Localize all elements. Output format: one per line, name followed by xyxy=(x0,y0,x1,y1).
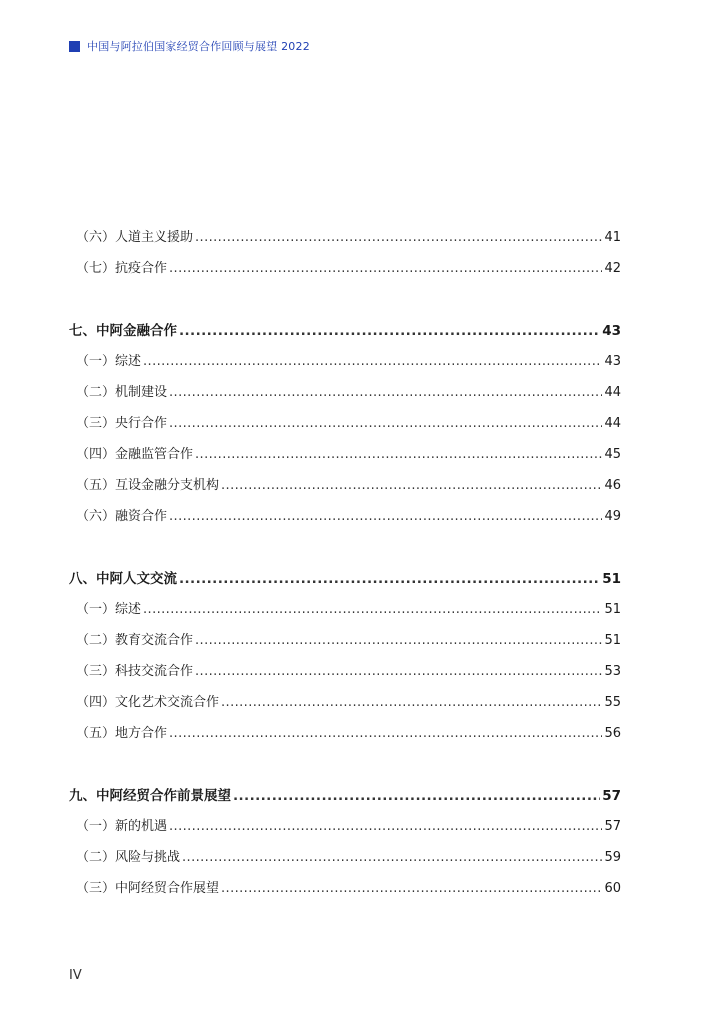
toc-entry-page: 42 xyxy=(604,261,621,276)
toc-entry-page: 53 xyxy=(604,664,621,679)
toc-entry[interactable] xyxy=(69,474,621,505)
toc-chapter-label: 八、中阿人文交流 xyxy=(69,571,177,587)
toc-leader-dots xyxy=(233,784,600,808)
toc-spacer xyxy=(69,753,621,784)
toc-entry[interactable] xyxy=(69,443,621,474)
toc-entry[interactable] xyxy=(69,691,621,722)
toc-leader-dots xyxy=(143,598,602,622)
toc-leader-dots xyxy=(195,660,602,684)
toc-entry-label: （二）风险与挑战 xyxy=(76,850,181,865)
toc-chapter-label: 九、中阿经贸合作前景展望 xyxy=(69,788,231,804)
toc-entry-label: （三）央行合作 xyxy=(76,416,168,431)
toc-entry-page: 59 xyxy=(604,850,621,865)
toc-entry-label: （四）文化艺术交流合作 xyxy=(76,695,220,710)
toc-chapter-9[interactable] xyxy=(69,784,621,815)
toc-entry[interactable] xyxy=(69,877,621,908)
toc-entry[interactable] xyxy=(69,257,621,288)
toc-entry-page: 43 xyxy=(604,354,621,369)
toc-leader-dots xyxy=(221,877,602,901)
toc-entry-label: （三）科技交流合作 xyxy=(76,664,194,679)
toc-leader-dots xyxy=(169,257,602,281)
toc-entry-label: （五）互设金融分支机构 xyxy=(76,478,220,493)
toc-entry-page: 51 xyxy=(604,633,621,648)
toc-entry-page: 51 xyxy=(604,602,621,617)
toc-entry[interactable] xyxy=(69,350,621,381)
header-title: 中国与阿拉伯国家经贸合作回顾与展望 2022 xyxy=(87,40,310,53)
toc-leader-dots xyxy=(221,474,602,498)
toc-chapter-7[interactable] xyxy=(69,319,621,350)
toc-entry[interactable] xyxy=(69,846,621,877)
toc-entry-label: （二）机制建设 xyxy=(76,385,168,400)
toc-entry-page: 44 xyxy=(604,416,621,431)
toc-spacer xyxy=(69,536,621,567)
toc-leader-dots xyxy=(221,691,602,715)
toc-entry[interactable] xyxy=(69,381,621,412)
toc-entry-page: 46 xyxy=(604,478,621,493)
toc-entry-page: 44 xyxy=(604,385,621,400)
toc-entry-label: （一）新的机遇 xyxy=(76,819,168,834)
toc-entry-label: （一）综述 xyxy=(76,354,142,369)
toc-entry-page: 55 xyxy=(604,695,621,710)
toc-entry-label: （四）金融监管合作 xyxy=(76,447,194,462)
toc-leader-dots xyxy=(169,815,602,839)
toc-chapter-page: 51 xyxy=(602,571,621,587)
toc-leader-dots xyxy=(143,350,602,374)
toc-leader-dots xyxy=(169,722,602,746)
toc-entry-page: 45 xyxy=(604,447,621,462)
toc-entry[interactable] xyxy=(69,815,621,846)
toc-chapter-8[interactable] xyxy=(69,567,621,598)
toc-leader-dots xyxy=(169,505,602,529)
toc-leader-dots xyxy=(179,319,600,343)
header-square-mark xyxy=(69,41,80,52)
toc-entry-page: 56 xyxy=(604,726,621,741)
toc-entry-label: （七）抗疫合作 xyxy=(76,261,168,276)
toc-leader-dots xyxy=(169,381,602,405)
toc-leader-dots xyxy=(179,567,600,591)
toc-leader-dots xyxy=(195,629,602,653)
toc-entry-page: 49 xyxy=(604,509,621,524)
toc-entry-label: （五）地方合作 xyxy=(76,726,168,741)
running-header xyxy=(69,39,310,53)
table-of-contents xyxy=(69,226,621,908)
toc-entry-page: 60 xyxy=(604,881,621,896)
toc-entry[interactable] xyxy=(69,660,621,691)
toc-chapter-page: 57 xyxy=(602,788,621,804)
toc-leader-dots xyxy=(195,226,602,250)
page-number: IV xyxy=(69,968,82,983)
toc-entry[interactable] xyxy=(69,226,621,257)
toc-chapter-page: 43 xyxy=(602,323,621,339)
toc-entry-page: 57 xyxy=(604,819,621,834)
toc-entry-label: （三）中阿经贸合作展望 xyxy=(76,881,220,896)
toc-spacer xyxy=(69,288,621,319)
toc-entry-label: （六）人道主义援助 xyxy=(76,230,194,245)
toc-chapter-label: 七、中阿金融合作 xyxy=(69,323,177,339)
toc-entry[interactable] xyxy=(69,629,621,660)
toc-leader-dots xyxy=(195,443,602,467)
toc-entry-label: （一）综述 xyxy=(76,602,142,617)
toc-leader-dots xyxy=(182,846,602,870)
toc-entry[interactable] xyxy=(69,598,621,629)
toc-entry[interactable] xyxy=(69,505,621,536)
toc-entry-label: （二）教育交流合作 xyxy=(76,633,194,648)
toc-entry[interactable] xyxy=(69,722,621,753)
toc-entry-page: 41 xyxy=(604,230,621,245)
toc-leader-dots xyxy=(169,412,602,436)
toc-entry[interactable] xyxy=(69,412,621,443)
toc-entry-label: （六）融资合作 xyxy=(76,509,168,524)
